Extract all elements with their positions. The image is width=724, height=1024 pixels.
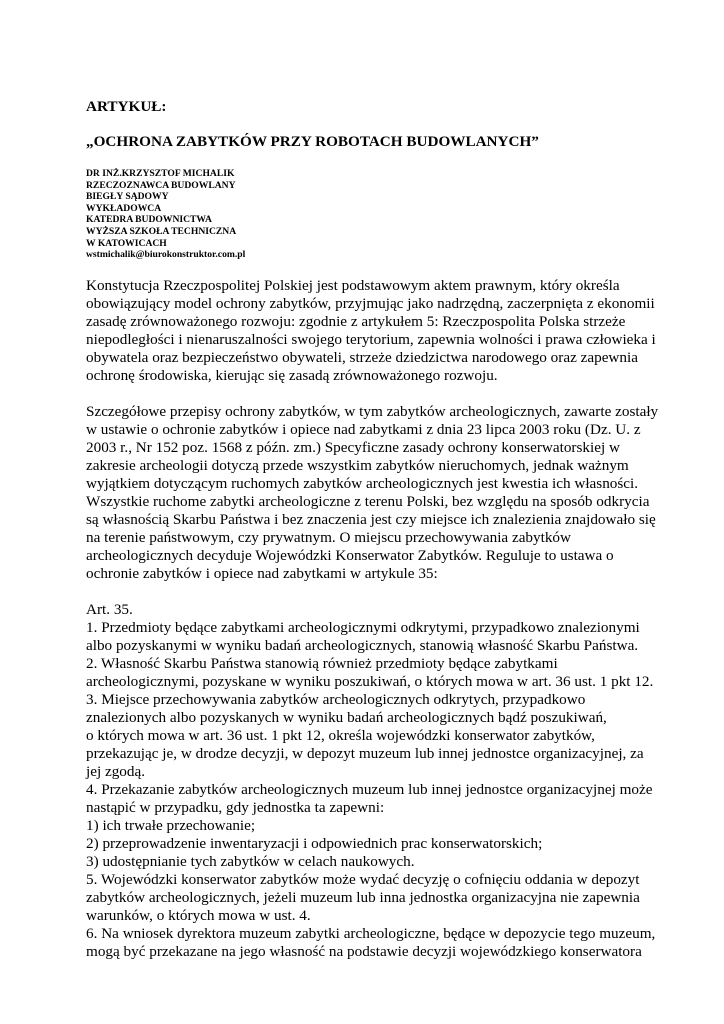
text-line: zakresie archeologii dotyczą przede wszystkim zabytków nieruchomych, jednak ważnym	[86, 456, 629, 474]
text-line: ochronie zabytków i opiece nad zabytkami w artykule 35:	[86, 564, 438, 582]
text-line: 3) udostępnianie tych zabytków w celach naukowych.	[86, 852, 415, 870]
text-line: Szczegółowe przepisy ochrony zabytków, w tym zabytków archeologicznych, zawarte zostały	[86, 402, 659, 420]
text-line: 2. Własność Skarbu Państwa stanowią również przedmioty będące zabytkami	[86, 654, 558, 672]
text-line: ochronę środowiska, kierując się zasadą zrównoważonego rozwoju.	[86, 366, 498, 384]
text-line: obywatela oraz bezpieczeństwo obywateli, strzeże dziedzictwa narodowego oraz zapewnia	[86, 348, 638, 366]
text-line: Wszystkie ruchome zabytki archeologiczne z terenu Polski, bez względu na sposób odkrycia	[86, 492, 650, 510]
article-label: ARTYKUŁ:	[86, 98, 167, 115]
text-line: warunków, o których mowa w ust. 4.	[86, 906, 311, 924]
text-line: Konstytucja Rzeczpospolitej Polskiej jest podstawowym aktem prawnym, który określa	[86, 276, 620, 294]
document-page	[86, 98, 659, 961]
text-line: 4. Przekazanie zabytków archeologicznych muzeum lub innej jednostce organizacyjnej może	[86, 780, 653, 798]
text-line: 6. Na wniosek dyrektora muzeum zabytki archeologiczne, będące w depozycie tego muzeum,	[86, 924, 656, 942]
text-line: Art. 35.	[86, 600, 133, 618]
text-line: 3. Miejsce przechowywania zabytków archeologicznych odkrytych, przypadkowo	[86, 690, 586, 708]
article-title: „OCHRONA ZABYTKÓW PRZY ROBOTACH BUDOWLANYCH”	[86, 133, 539, 150]
text-line: nastąpić w przypadku, gdy jednostka ta zapewni:	[86, 798, 385, 816]
author-line: DR INŻ.KRZYSZTOF MICHALIK	[86, 168, 235, 179]
author-line: KATEDRA BUDOWNICTWA	[86, 214, 212, 226]
text-line: niepodległości i nienaruszalności swojego terytorium, zapewnia wolności i prawa człowieka i	[86, 330, 656, 348]
author-line: RZECZOZNAWCA BUDOWLANY	[86, 179, 236, 191]
author-line: WYŻSZA SZKOŁA TECHNICZNA	[86, 225, 237, 237]
author-line: BIEGŁY SĄDOWY	[86, 191, 169, 203]
text-line: zabytków archeologicznych, jeżeli muzeum lub inna jednostka organizacyjna nie zapewnia	[86, 888, 640, 906]
author-line: WYKŁADOWCA	[86, 202, 162, 214]
author-email: wstmichalik@biurokonstruktor.com.pl	[86, 249, 246, 261]
article-35	[86, 600, 656, 961]
paragraph-regulations	[86, 402, 659, 583]
text-line: 1) ich trwałe przechowanie;	[86, 816, 256, 834]
text-line: 2003 r., Nr 152 poz. 1568 z późn. zm.) Specyficzne zasady ochrony konserwatorskiej w	[86, 438, 620, 456]
paragraph-constitution	[86, 276, 656, 385]
text-line: 5. Wojewódzki konserwator zabytków może wydać decyzję o cofnięciu oddania w depozyt	[86, 870, 640, 888]
text-line: mogą być przekazane na jego własność na podstawie decyzji wojewódzkiego konserwatora	[86, 942, 642, 960]
text-line: albo pozyskanymi w wyniku badań archeologicznych, stanowią własność Skarbu Państwa.	[86, 636, 639, 654]
text-line: obowiązujący model ochrony zabytków, przyjmując jako nadrzędną, zaczerpnięta z ekonomii	[86, 294, 655, 312]
text-line: na terenie państwowym, czy prywatnym. O miejscu przechowywania zabytków	[86, 528, 571, 546]
text-line: wyjątkiem dotyczącym ruchomych zabytków archeologicznych jest kwestia ich własności.	[86, 474, 639, 492]
text-line: są własnością Skarbu Państwa i bez znaczenia jest czy miejsce ich znalezienia znajdowało się	[86, 510, 656, 528]
text-line: znalezionych albo pozyskanych w wyniku badań archeologicznych bądź poszukiwań,	[86, 708, 607, 726]
author-line: W KATOWICACH	[86, 237, 167, 249]
text-line: 2) przeprowadzenie inwentaryzacji i odpowiednich prac konserwatorskich;	[86, 834, 543, 852]
text-line: 1. Przedmioty będące zabytkami archeologicznymi odkrytymi, przypadkowo znalezionymi	[86, 618, 640, 636]
text-line: przekazując je, w drodze decyzji, w depozyt muzeum lub innej jednostce organizacyjnej, za	[86, 744, 644, 762]
text-line: zasadę zrównoważonego rozwoju: zgodnie z artykułem 5: Rzeczpospolita Polska strzeże	[86, 312, 626, 330]
text-line: o których mowa w art. 36 ust. 1 pkt 12, określa wojewódzki konserwator zabytków,	[86, 726, 595, 744]
text-line: archeologicznymi, pozyskane w wyniku poszukiwań, o których mowa w art. 36 ust. 1 pkt 12.	[86, 672, 654, 690]
author-block	[86, 168, 646, 261]
text-line: archeologicznych decyduje Wojewódzki Konserwator Zabytków. Reguluje to ustawa o	[86, 546, 614, 564]
text-line: w ustawie o ochronie zabytków i opiece nad zabytkami z dnia 23 lipca 2003 roku (Dz. U. z	[86, 420, 641, 438]
text-line: jej zgodą.	[86, 762, 146, 780]
